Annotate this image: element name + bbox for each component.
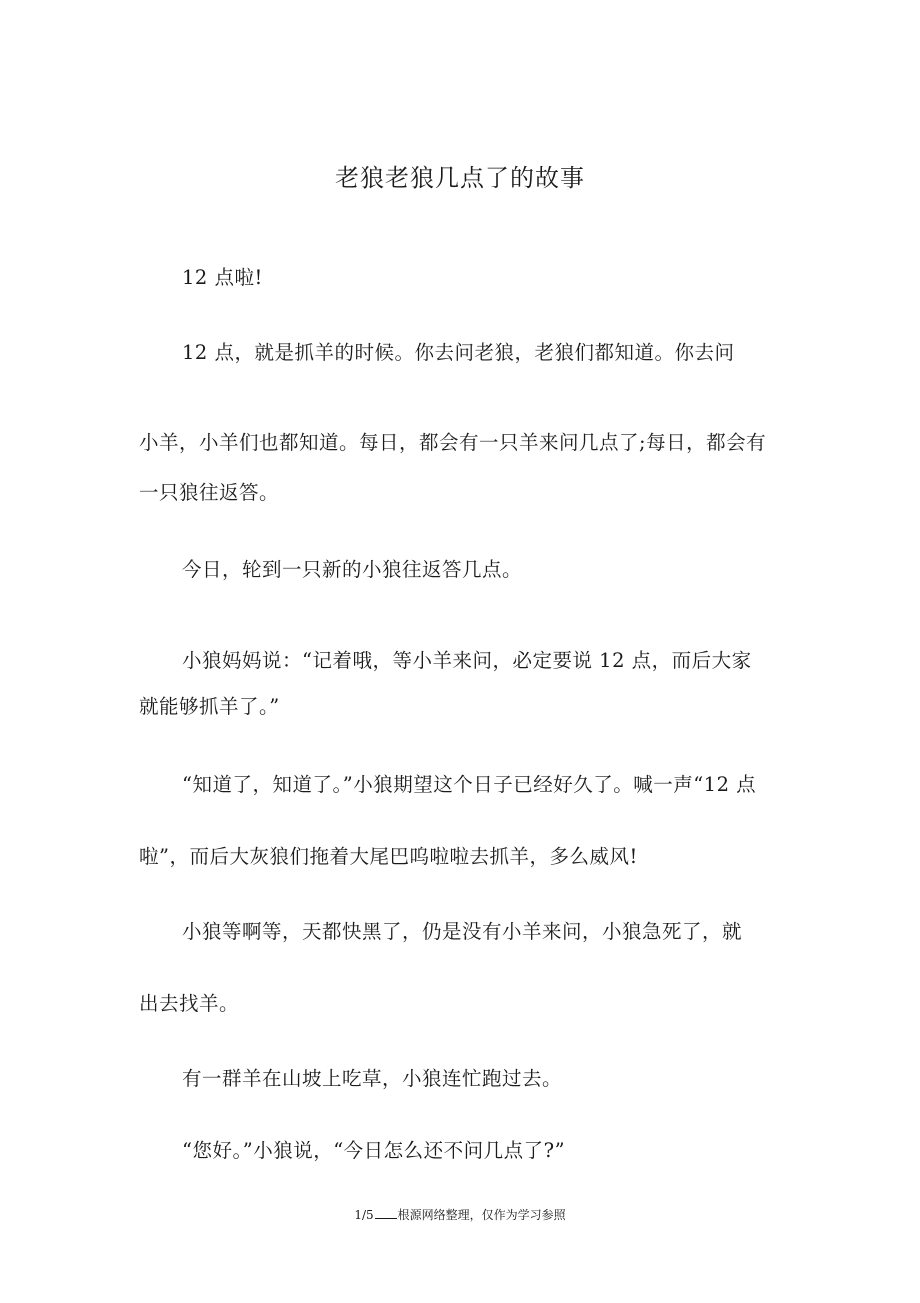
text-line-2: 12 点，就是抓羊的时候。你去问老狼，老狼们都知道。你去问 — [182, 341, 735, 364]
text-line-4: 一只狼往返答。 — [139, 481, 280, 504]
text-line-6: 小狼妈妈说：“记着哦，等小羊来问，必定要说 12 点，而后大家 — [182, 649, 752, 672]
page-footer — [0, 1206, 920, 1224]
footer-separator — [375, 1208, 397, 1219]
text-line-7: 就能够抓羊了。” — [139, 695, 280, 718]
text-line-11: 出去找羊。 — [139, 992, 240, 1015]
text-line-3: 小羊，小羊们也都知道。每日，都会有一只羊来问几点了;每日，都会有 — [139, 431, 767, 454]
text-line-10: 小狼等啊等，天都快黑了，仍是没有小羊来问，小狼急死了，就 — [182, 920, 743, 943]
text-line-9: 啦”，而后大灰狼们拖着大尾巴呜啦啦去抓羊，多么威风! — [139, 845, 638, 868]
text-line-5: 今日，轮到一只新的小狼往返答几点。 — [182, 558, 523, 581]
footer-note: 根源网络整理，仅作为学习参照 — [397, 1208, 566, 1222]
text-line-1: 12 点啦! — [182, 266, 263, 289]
text-line-13: “您好。”小狼说，“今日怎么还不问几点了?” — [182, 1139, 566, 1162]
text-line-12: 有一群羊在山坡上吃草，小狼连忙跑过去。 — [182, 1067, 563, 1090]
text-line-8: “知道了，知道了。”小狼期望这个日子已经好久了。喊一声“12 点 — [182, 773, 757, 796]
page-number: 1/5 — [354, 1208, 374, 1222]
document-title: 老狼老狼几点了的故事 — [335, 164, 585, 192]
